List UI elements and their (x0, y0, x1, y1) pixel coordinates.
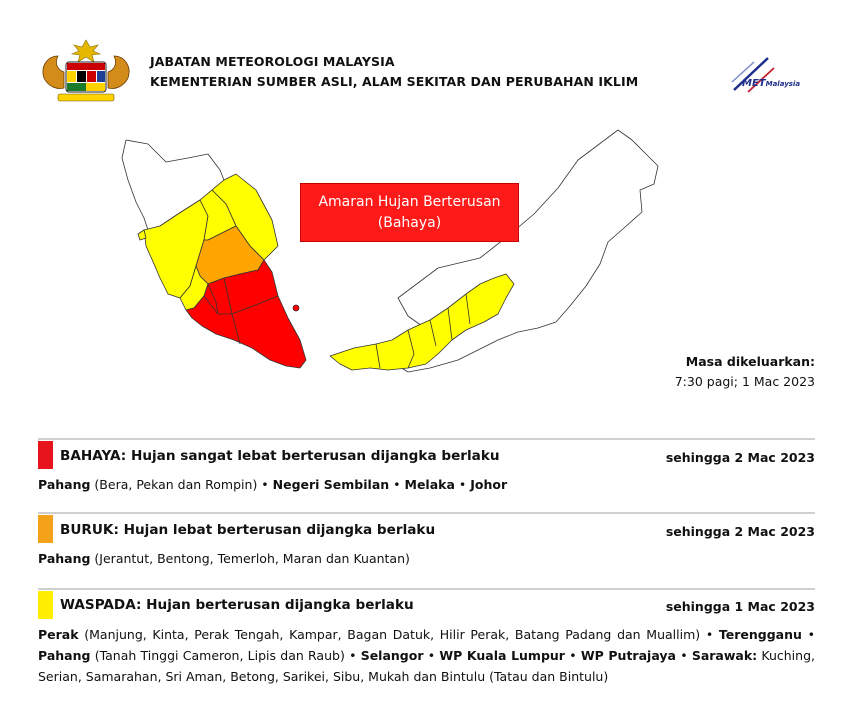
area-detail: • (389, 477, 405, 492)
separator (38, 512, 815, 514)
area-detail: • (564, 648, 581, 663)
org-title: JABATAN METEOROLOGI MALAYSIA (150, 54, 395, 69)
bahaya-until: sehingga 2 Mac 2023 (665, 450, 815, 465)
east-malaysia (330, 130, 658, 372)
area-detail: Kuching, Serian, Samarahan, Sri Aman, Betong, Sarikei, Sibu, Mukah dan Bintulu (Tatau dan Bintulu) (38, 648, 815, 684)
buruk-swatch (38, 515, 53, 543)
area-detail: (Tanah Tinggi Cameron, Lipis dan Raub) • (90, 648, 361, 663)
warning-title-line1: Amaran Hujan Berterusan (318, 193, 501, 210)
area-name: WP Kuala Lumpur (439, 648, 565, 663)
issued-value: 7:30 pagi; 1 Mac 2023 (674, 374, 815, 389)
org-subtitle: KEMENTERIAN SUMBER ASLI, ALAM SEKITAR DAN PERUBAHAN IKLIM (150, 74, 639, 89)
area-name: Selangor (360, 648, 424, 663)
bahaya-title: BAHAYA: Hujan sangat lebat berterusan dijangka berlaku (60, 448, 500, 464)
waspada-until: sehingga 1 Mac 2023 (665, 599, 815, 614)
warning-title-box (300, 183, 519, 242)
area-name: Pahang (38, 551, 91, 566)
area-name: Terengganu (718, 627, 802, 642)
area-detail: • (454, 477, 471, 492)
area-name: WP Putrajaya (580, 648, 676, 663)
malaysia-coat-of-arms-icon (38, 38, 134, 104)
issued-label: Masa dikeluarkan: (685, 354, 815, 369)
met-malaysia-logo-icon (728, 52, 814, 100)
waspada-areas (38, 624, 815, 687)
warning-title-line2: (Bahaya) (377, 214, 442, 231)
area-name: Pahang (38, 648, 91, 663)
malaysia-warning-map (108, 118, 668, 418)
area-name: Perak (38, 627, 79, 642)
met-malaysia-logo-text: METMalaysia (742, 78, 801, 89)
area-detail: • (801, 627, 815, 642)
area-name: Negeri Sembilan (272, 477, 390, 492)
area-detail: • (423, 648, 440, 663)
buruk-title: BURUK: Hujan lebat berterusan dijangka berlaku (60, 522, 436, 538)
waspada-swatch (38, 591, 53, 619)
peninsular-malaysia (122, 140, 306, 368)
buruk-areas (38, 548, 815, 569)
separator (38, 588, 815, 590)
bahaya-swatch (38, 441, 53, 469)
area-detail: • (675, 648, 692, 663)
area-name: Melaka (404, 477, 455, 492)
bahaya-areas (38, 474, 815, 495)
area-detail: (Manjung, Kinta, Perak Tengah, Kampar, Bagan Datuk, Hilir Perak, Batang Padang dan Muallim) • (78, 627, 719, 642)
buruk-until: sehingga 2 Mac 2023 (665, 524, 815, 539)
area-name: Sarawak: (691, 648, 758, 663)
area-name: Johor (470, 477, 508, 492)
area-detail: (Bera, Pekan dan Rompin) • (90, 477, 273, 492)
waspada-title: WASPADA: Hujan berterusan dijangka berlaku (60, 597, 414, 613)
area-detail: (Jerantut, Bentong, Temerloh, Maran dan Kuantan) (90, 551, 410, 566)
area-name: Pahang (38, 477, 91, 492)
separator (38, 438, 815, 440)
